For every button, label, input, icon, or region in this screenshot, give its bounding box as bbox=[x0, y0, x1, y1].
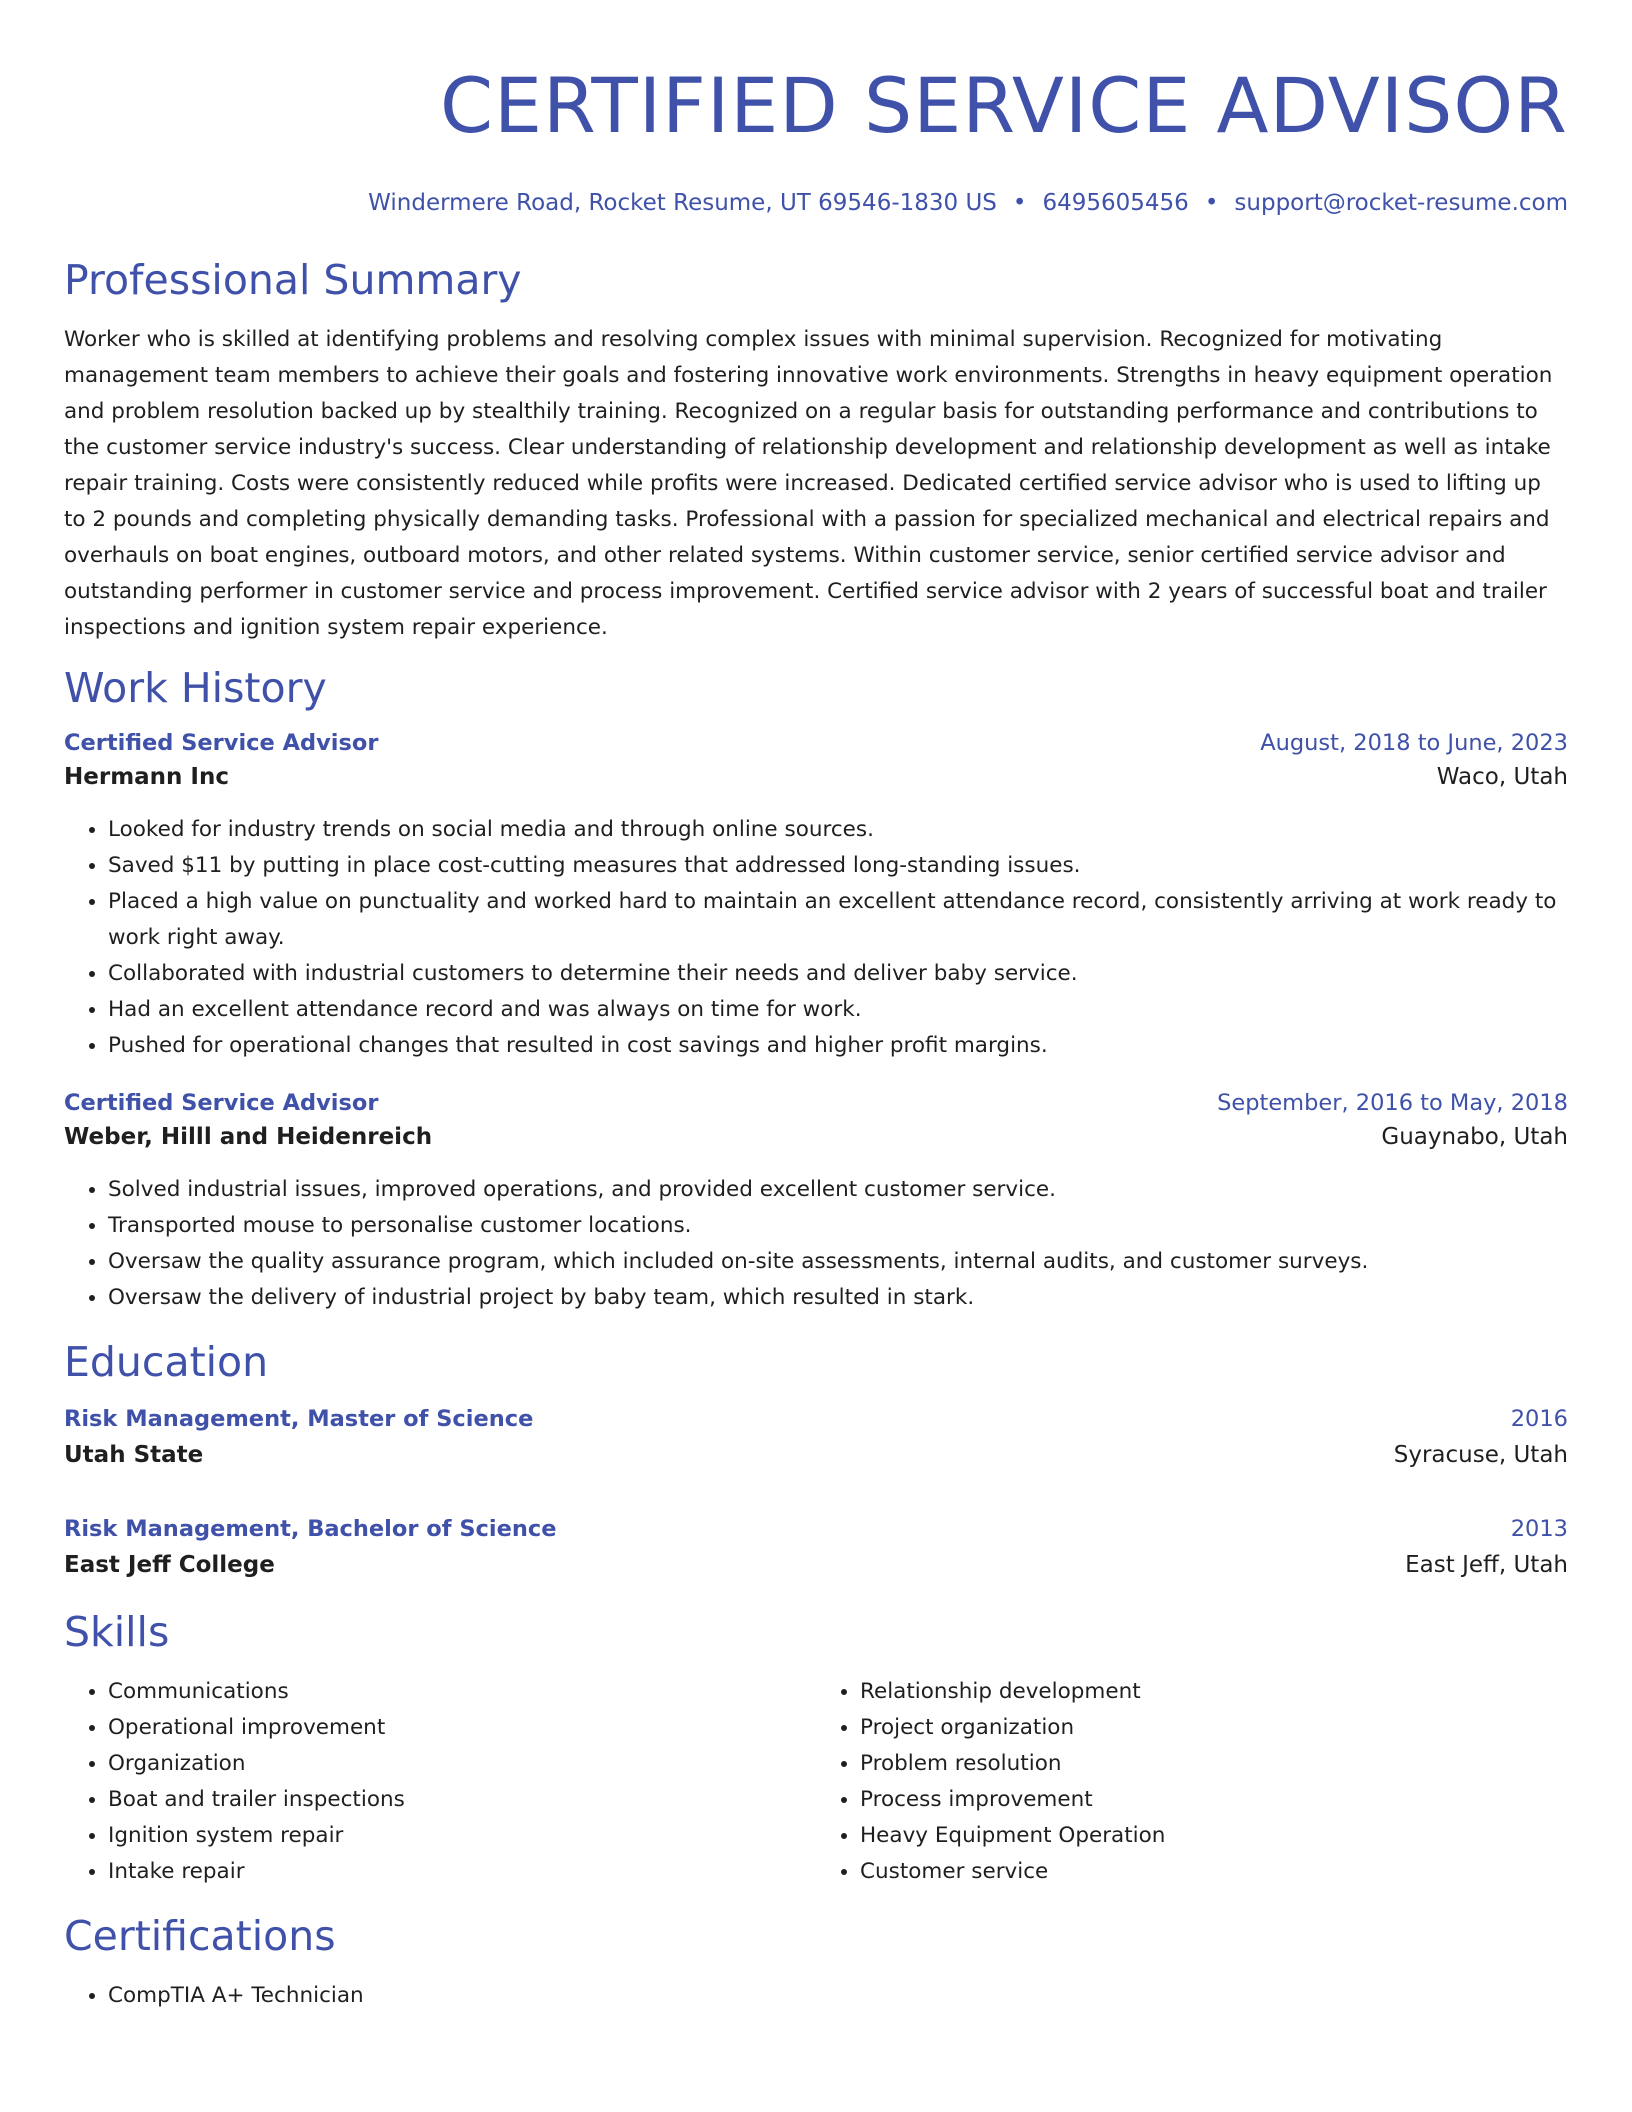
list-item: • Collaborated with industrial customers to determine their needs and deliver baby service. bbox=[108, 956, 1568, 992]
skills-columns bbox=[64, 1674, 1568, 1890]
education-school-row bbox=[64, 1442, 1568, 1482]
education-year: 2016 bbox=[1510, 1406, 1568, 1432]
summary-text: Worker who is skilled at identifying problems and resolving complex issues with minimal supervision. Recognized for motivating management team members to achieve their goals and fostering innovative work environments. Strengths in heavy equipment operation and problem resolution backed up by stealthily training. Recognized on a regular basis for outstanding performance and contributions to the customer service industry's success. Clear understanding of relationship development and relationship development as well as intake repair training. Costs were consistently reduced while profits were increased. Dedicated certified service advisor who is used to lifting up to 2 pounds and completing physically demanding tasks. Professional with a passion for specialized mechanical and electrical repairs and overhauls on boat engines, outboard motors, and other related systems. Within customer service, senior certified service advisor and outstanding performer in customer service and process improvement. Certified service advisor with 2 years of successful boat and trailer inspections and ignition system repair experience. bbox=[64, 327, 1553, 640]
resume-title: CERTIFIED SERVICE ADVISOR bbox=[439, 61, 1568, 150]
education-heading: Education bbox=[64, 1338, 269, 1386]
job-dates: August, 2018 to June, 2023 bbox=[1260, 730, 1568, 756]
skill-item: • Process improvement bbox=[860, 1782, 1568, 1818]
education-school: Utah State bbox=[64, 1442, 204, 1468]
education-header-row bbox=[64, 1406, 1568, 1442]
skill-item: • Organization bbox=[108, 1746, 816, 1782]
list-item: • Pushed for operational changes that resulted in cost savings and higher profit margins. bbox=[108, 1028, 1568, 1064]
skill-item: • Operational improvement bbox=[108, 1710, 816, 1746]
skills-list-left bbox=[64, 1674, 816, 1890]
education-entry bbox=[64, 1516, 1568, 1592]
certifications-heading: Certifications bbox=[64, 1912, 336, 1960]
list-item: • Oversaw the quality assurance program, which included on-site assessments, internal audits, and customer surveys. bbox=[108, 1244, 1568, 1280]
education-location: Syracuse, Utah bbox=[1393, 1442, 1568, 1468]
list-item: • Looked for industry trends on social media and through online sources. bbox=[108, 812, 1568, 848]
skill-item: • Heavy Equipment Operation bbox=[860, 1818, 1568, 1854]
job-company-row bbox=[64, 1124, 1568, 1164]
contact-separator: • bbox=[1012, 190, 1027, 216]
skill-item: • Relationship development bbox=[860, 1674, 1568, 1710]
job-company-row bbox=[64, 764, 1568, 804]
job-location: Guaynabo, Utah bbox=[1381, 1124, 1568, 1150]
skills-heading: Skills bbox=[64, 1608, 170, 1656]
list-item: • Solved industrial issues, improved operations, and provided excellent customer service. bbox=[108, 1172, 1568, 1208]
education-location: East Jeff, Utah bbox=[1405, 1552, 1568, 1578]
skill-item: • Problem resolution bbox=[860, 1746, 1568, 1782]
job-entry bbox=[64, 1090, 1568, 1316]
skill-item: • Boat and trailer inspections bbox=[108, 1782, 816, 1818]
list-item: • Saved $11 by putting in place cost-cutting measures that addressed long-standing issues. bbox=[108, 848, 1568, 884]
list-item: • Transported mouse to personalise customer locations. bbox=[108, 1208, 1568, 1244]
skills-list-right bbox=[816, 1674, 1568, 1890]
job-entry bbox=[64, 730, 1568, 1064]
education-school: East Jeff College bbox=[64, 1552, 275, 1578]
education-year: 2013 bbox=[1510, 1516, 1568, 1542]
list-item: • Placed a high value on punctuality and worked hard to maintain an excellent attendance record, consistently arriving at work ready to work right away. bbox=[108, 884, 1568, 956]
contact-line bbox=[64, 186, 1568, 220]
job-bullets bbox=[64, 1172, 1568, 1316]
job-location: Waco, Utah bbox=[1436, 764, 1568, 790]
contact-address: Windermere Road, Rocket Resume, UT 69546-1830 US bbox=[368, 190, 997, 216]
skill-item: • Intake repair bbox=[108, 1854, 816, 1890]
job-header-row bbox=[64, 730, 1568, 764]
job-company: Weber, Hilll and Heidenreich bbox=[64, 1124, 433, 1150]
skill-item: • Customer service bbox=[860, 1854, 1568, 1890]
list-item: • Had an excellent attendance record and was always on time for work. bbox=[108, 992, 1568, 1028]
list-item: • Oversaw the delivery of industrial project by baby team, which resulted in stark. bbox=[108, 1280, 1568, 1316]
education-degree: Risk Management, Master of Science bbox=[64, 1406, 534, 1432]
education-header-row bbox=[64, 1516, 1568, 1552]
job-role: Certified Service Advisor bbox=[64, 730, 379, 756]
skill-item: • Ignition system repair bbox=[108, 1818, 816, 1854]
contact-separator: • bbox=[1204, 190, 1219, 216]
certification-item: • CompTIA A+ Technician bbox=[108, 1978, 1568, 2014]
education-school-row bbox=[64, 1552, 1568, 1592]
skill-item: • Project organization bbox=[860, 1710, 1568, 1746]
education-entry bbox=[64, 1406, 1568, 1482]
job-header-row bbox=[64, 1090, 1568, 1124]
certifications-list bbox=[64, 1978, 1568, 2014]
job-dates: September, 2016 to May, 2018 bbox=[1217, 1090, 1568, 1116]
job-company: Hermann Inc bbox=[64, 764, 229, 790]
contact-phone: 6495605456 bbox=[1042, 190, 1189, 216]
job-bullets bbox=[64, 812, 1568, 1064]
summary-heading: Professional Summary bbox=[64, 256, 522, 304]
education-degree: Risk Management, Bachelor of Science bbox=[64, 1516, 557, 1542]
job-role: Certified Service Advisor bbox=[64, 1090, 379, 1116]
contact-email[interactable]: support@rocket-resume.com bbox=[1234, 190, 1568, 216]
work-history-heading: Work History bbox=[64, 664, 327, 712]
skill-item: • Communications bbox=[108, 1674, 816, 1710]
